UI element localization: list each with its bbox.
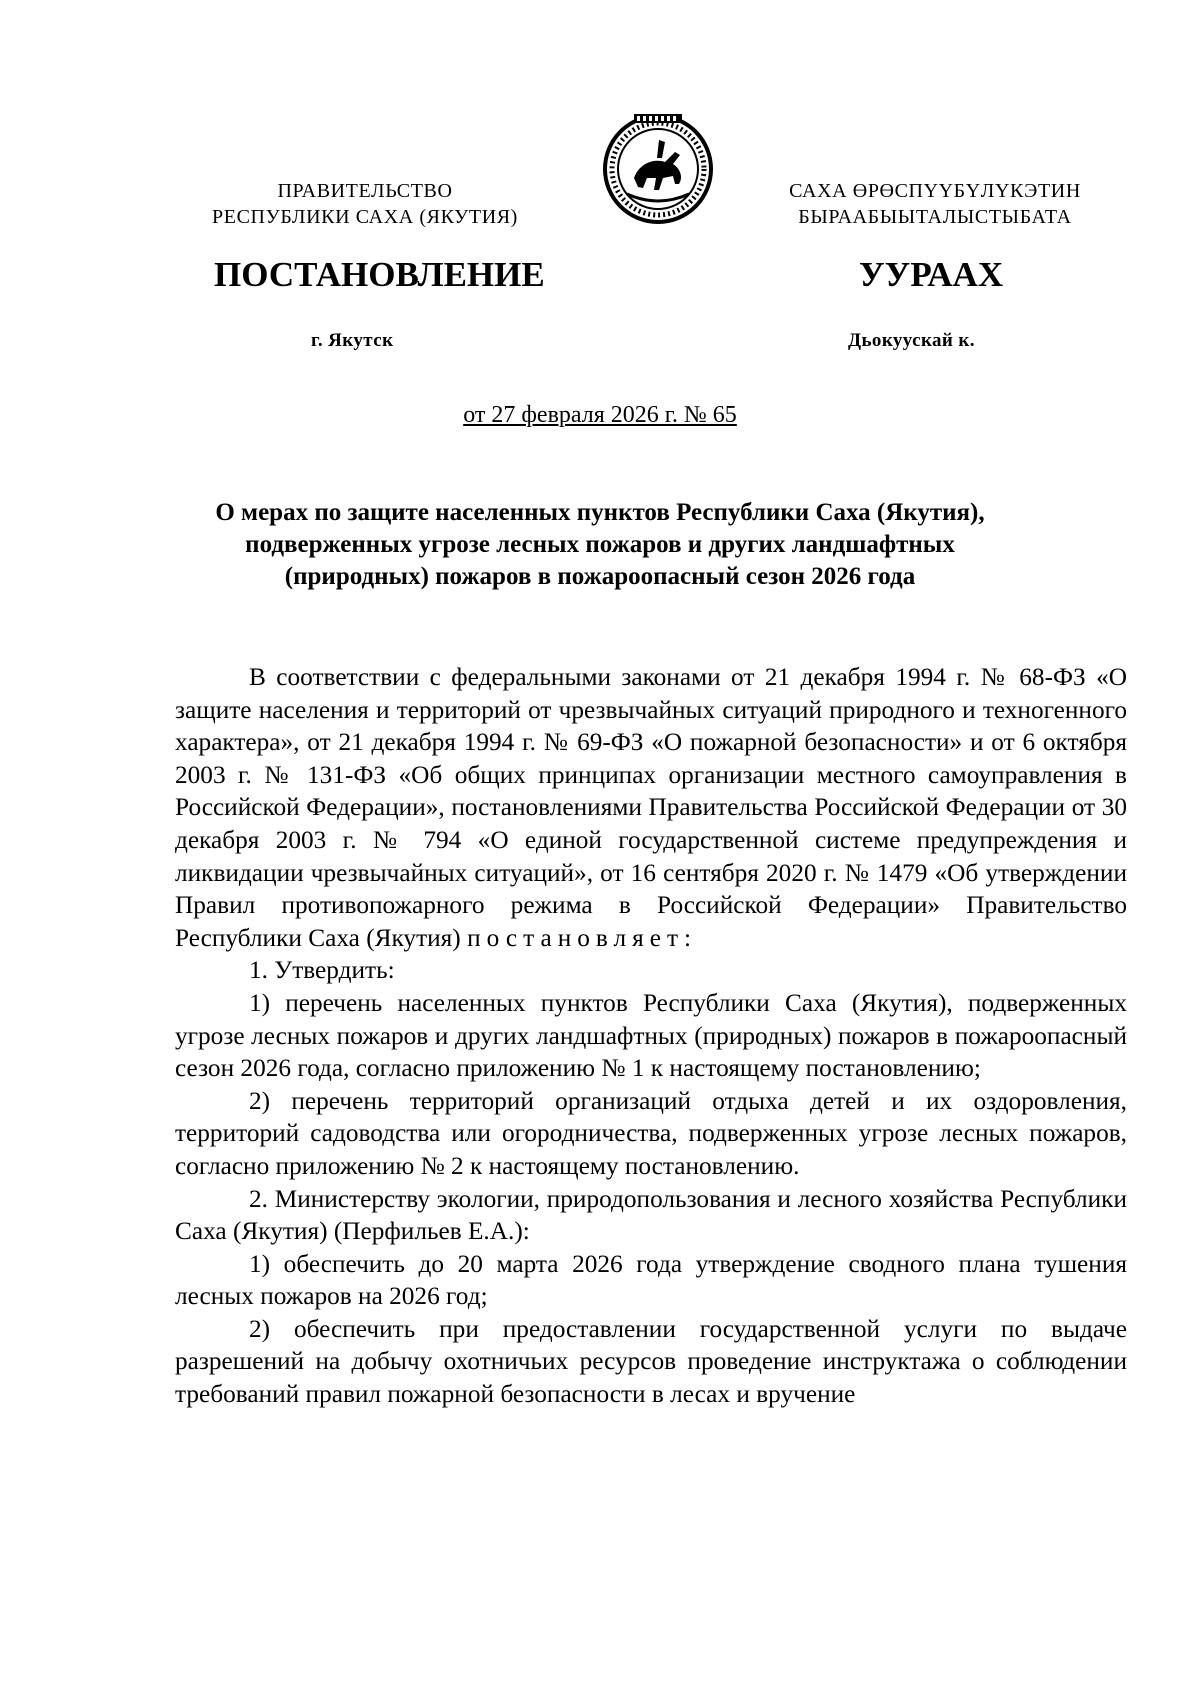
paragraph-2-1: 1) обеспечить до 20 марта 2026 года утверждение сводного плана тушения лесных пожаров на 2026 год; [175, 1249, 1127, 1311]
header-left-ru [150, 178, 580, 230]
paragraph-2-2: 2) обеспечить при предоставлении государственной услуги по выдаче разрешений на добычу охотничьих ресурсов проведение инструктажа о соблюдении требований правил пожарной безопасности в лесах и вручение [175, 1314, 1127, 1409]
title-line-1: О мерах по защите населенных пунктов Республики Саха (Якутия), [215, 499, 985, 526]
header-left-line1: ПРАВИТЕЛЬСТВО [277, 180, 453, 202]
coat-of-arms-emblem [601, 112, 715, 226]
paragraph-preamble [175, 661, 1127, 954]
document-kind-ru: ПОСТАНОВЛЕНИЕ [214, 255, 545, 294]
paragraph-1-1: 1) перечень населенных пунктов Республики Саха (Якутия), подверженных угрозе лесных пожаров и других ландшафтных (природных) пожаров в пожароопасный сезон 2026 года, согласно приложению № 1 к настоящему постановлению; [175, 988, 1127, 1083]
date-number-text: от 27 февраля 2026 г. № 65 [463, 402, 737, 428]
document-title [150, 497, 1050, 593]
city-sah: Дьокуускай к. [848, 330, 975, 351]
decree-word: постановляет: [467, 923, 698, 952]
city-ru: г. Якутск [311, 330, 394, 351]
title-line-3: (природных) пожаров в пожароопасный сезон 2026 года [284, 563, 916, 590]
document-body [175, 661, 1127, 1411]
paragraph-1-2: 2) перечень территорий организаций отдыха детей и их оздоровления, территорий садоводства или огородничества, подверженных угрозе лесных пожаров, согласно приложению № 2 к настоящему постановлению. [175, 1086, 1127, 1180]
paragraph-1: 1. Утвердить: [249, 956, 395, 985]
header-right-line2: БЫРААБЫЫТАЛЫСТЫБАТА [798, 206, 1072, 228]
title-line-2: подверженных угрозе лесных пожаров и других ландшафтных [245, 531, 955, 558]
document-kind-sah: УУРААХ [859, 255, 1004, 294]
header-left-line2: РЕСПУБЛИКИ САХА (ЯКУТИЯ) [212, 206, 518, 228]
date-number-line [0, 402, 1200, 429]
header-right-line1: САХА ӨРӨСПҮҮБҮЛҮКЭТИН [789, 180, 1081, 202]
preamble-text: В соответствии с федеральными законами от 21 декабря 1994 г. № 68-ФЗ «О защите населения и территорий от чрезвычайных ситуаций природного и техногенного характера», от 21 декабря 1994 г. № 69-ФЗ «О пожарной безопасности» и от 6 октября 2003 г. № 131-ФЗ «Об общих принципах организации местного самоуправления в Российской Федерации», постановлениями Правительства Российской Федерации от 30 декабря 2003 г. № 794 «О единой государственной системе предупреждения и ликвидации чрезвычайных ситуаций», от 16 сентября 2020 г. № 1479 «Об утверждении Правил противопожарного режима в Российской Федерации» Правительство Республики Саха (Якутия) [175, 663, 1127, 952]
paragraph-2: 2. Министерству экологии, природопользования и лесного хозяйства Республики Саха (Якутия) (Перфильев Е.А.): [175, 1184, 1127, 1246]
header-right-sah [720, 178, 1150, 230]
